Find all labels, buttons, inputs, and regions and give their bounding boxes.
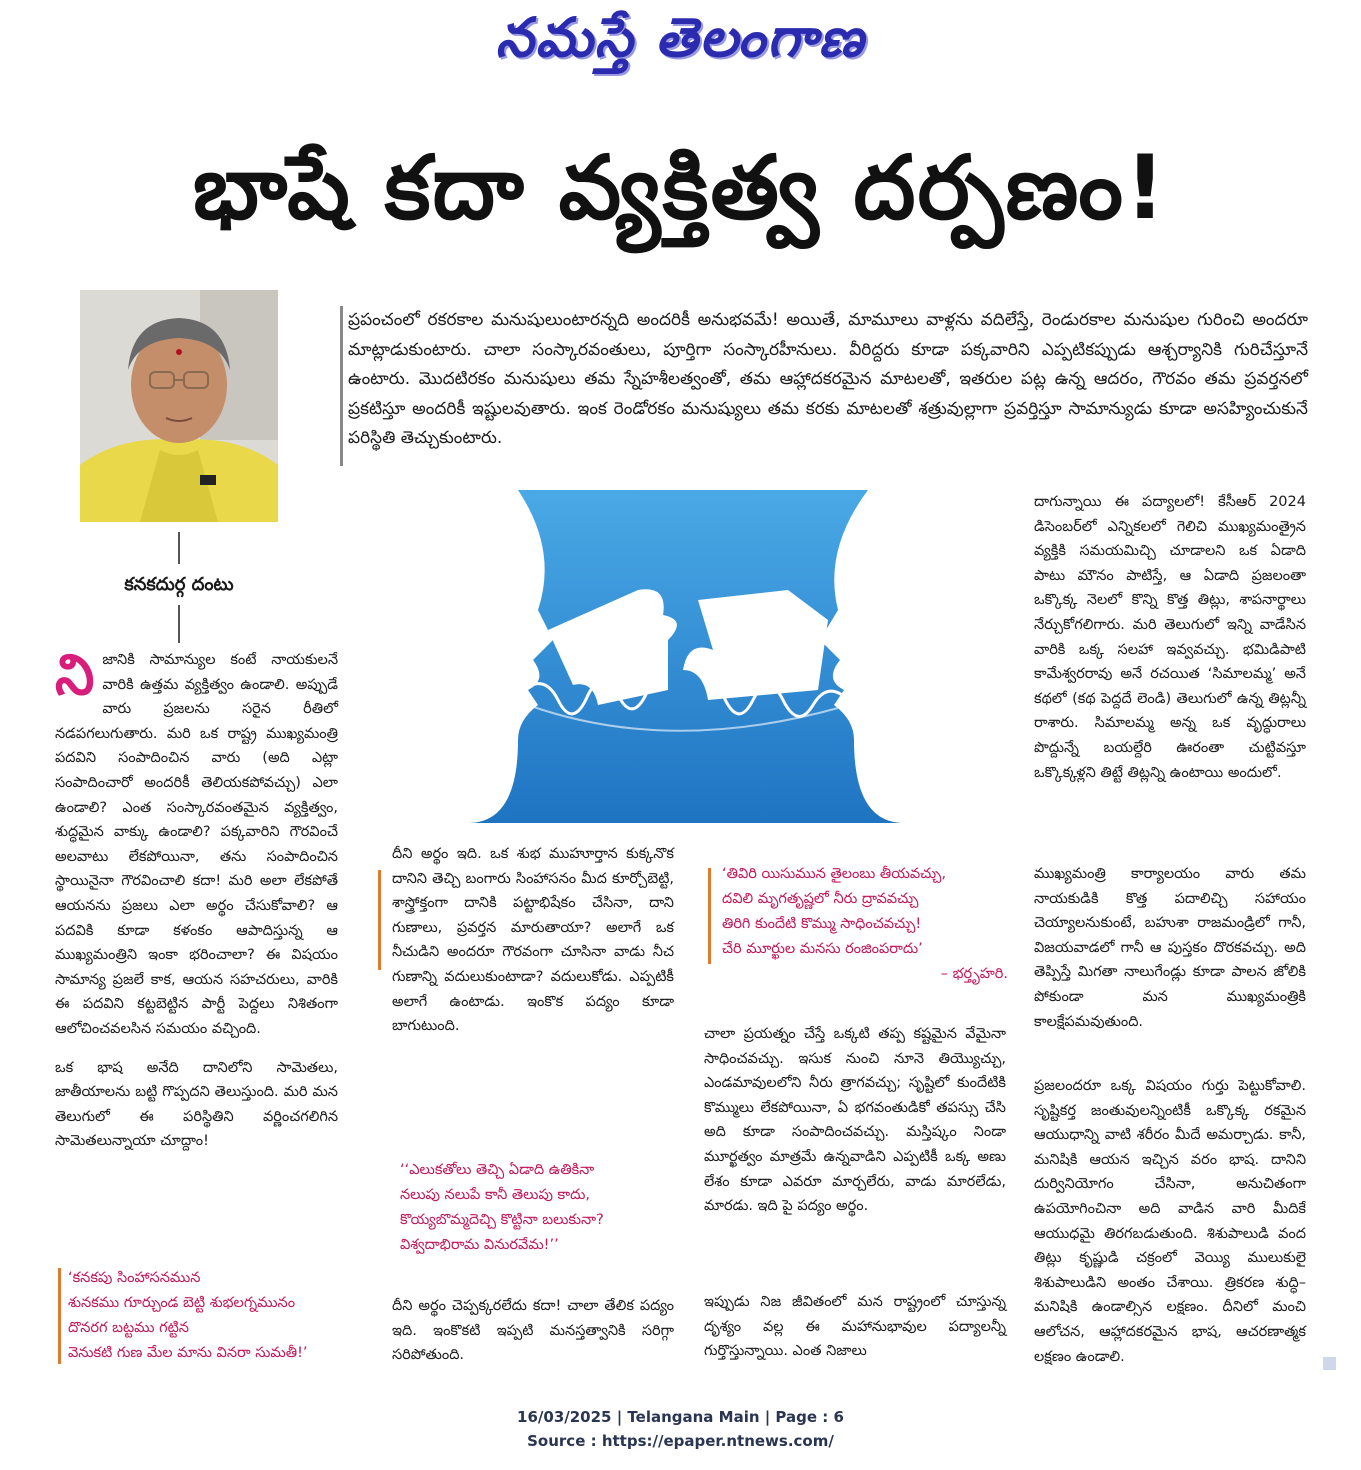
- newspaper-masthead: నమస్తే తెలంగాణ: [495, 6, 866, 69]
- col2-paragraph-1: దీని అర్థం ఇది. ఒక శుభ ముహూర్తాన కుక్కనొక దానిని తెచ్చి బంగారు సింహాసనం మీద కూర్చోబెట్టి, శాస్త్రోక్తంగా దానికి పట్టాభిషేకం చేసినా, దాని గుణాలు, ప్రవర్తన మారుతాయా? అలాగే ఒక నీచుడిని అందరూ గౌరవంగా చూసినా వాడు నీచ గుణాన్ని వదులుకుంటాడా? వదులుకోడు. ఎప్పటికీ అలాగే ఉంటాడు. ఇంకొక పద్యం కూడా బాగుటుంది.: [392, 846, 674, 1035]
- col4-paragraph-1: దాగున్నాయి ఈ పద్యాలలో! కేసీఆర్ 2024 డిసెంబర్‌లో ఎన్నికలలో గెలిచి ముఖ్యమంత్రైన వ్యక్తికి సమయమిచ్చి చూడాలని ఒక ఏడాది పాటు మౌనం పాటిస్తే, ఆ ఏడాది ప్రజలంతా ఒక్కొక్క నెలలో కొన్ని కొత్త తిట్లు, శాపనార్థాలు నేర్చుకోగలిగారు. మరి తెలుగులో ఇన్ని వాడేసిన వారికి ఒక్క సలహా ఇవ్వవచ్చు. భమిడిపాటి కామేశ్వరరావు అనే రచయిత ‘సిమాలమ్మ’ అనే కథలో (కథ పెద్దదే లెండి) తెలుగులో ఉన్న తిట్లన్నీ రాశారు. సిమాలమ్మ అన్న ఒక వృద్ధురాలు పొద్దున్నే బయల్దేరి ఊరంతా చుట్టివస్తూ ఒక్కొక్కళ్లని తిట్టే తిట్లన్ని ఉంటాయి అందులో.: [1034, 494, 1306, 781]
- poem-line: నలుపు నలుపే కానీ తెలుపు కాదు,: [400, 1187, 590, 1203]
- intro-accent-bar: [340, 306, 343, 466]
- drop-cap-letter: ని: [55, 643, 95, 708]
- byline-rule-bottom: [178, 605, 180, 643]
- col1-paragraph-1: జానికి సామాన్యుల కంటే నాయకులనే వారికి ఉత్తమ వ్యక్తిత్వం ఉండాలి. అప్పుడే వారు ప్రజలను సరైన రీతిలో నడపగలుగుతారు. మరి ఒక రాష్ట్ర ముఖ్యమంత్రి పదవిని సంపాదించిన వారు (అది ఎట్లా సంపాదించారో అందరికీ తెలియకపోవచ్చు) ఎలా ఉండాలి? ఎంత సంస్కారవంతమైన వ్యక్తిత్వం, శుద్ధమైన వాక్కు ఉండాలి? పక్కవారిని గౌరవించే అలవాటు లేకపోయినా, తను సంపాదించిన స్థాయినైనా గౌరవించాలి కదా! మరి అలా లేకపోతే ఆయనను ప్రజలు ఎలా అర్థం చేసుకోవాలి? ఆ పదవికి కూడా కళంకం ఆపాదిస్తున్న ఆ ముఖ్యమంత్రిని ఇంకా భరించాలా? ఈ విషయం సామాన్య ప్రజలే కాక, ఆయన సహచరులు, వారికి ఈ పదవిని కట్టబెట్టిన పార్టీ పెద్దలు నిశితంగా ఆలోచించవలసిన సమయం వచ్చింది.: [55, 652, 338, 1037]
- poem-line: వెనుకటి గుణ మేల మాను వినరా సుమతీ!’: [68, 1345, 308, 1361]
- col2-poem: [400, 1158, 674, 1258]
- article-intro: ప్రపంచంలో రకరకాల మనుషులుంటారన్నది అందరికీ అనుభవమే! అయితే, మామూలు వాళ్లను వదిలేస్తే, రెండురకాల మనుషుల గురించి అందరూ మాట్లాడుకుంటారు. చాలా సంస్కారవంతులు, పూర్తిగా సంస్కారహీనులు. వీరిద్దరు కూడా పక్కవారిని ఎప్పటికప్పుడు ఆశ్చర్యానికి గురిచేస్తూనే ఉంటారు. మొదటిరకం మనుషులు తమ స్నేహశీలత్వంతో, తమ ఆహ్లాదకరమైన మాటలతో, ఇతరుల పట్ల ఉన్న ఆదరం, గౌరవం తమ ప్రవర్తనలో ప్రకటిస్తూ అందరికీ ఇష్టులవుతారు. ఇంక రెండోరకం మనుష్యులు తమ కరకు మాటలతో శత్రువుల్లాగా ప్రవర్తిస్తూ సామాన్యుడు కూడా అసహ్యించుకునే పరిస్థితి తెచ్చుకుంటారు.: [348, 310, 1308, 448]
- col3-poem-accent-bar: [708, 868, 711, 964]
- poem-line: ‘కనకపు సింహాసనమున: [68, 1270, 201, 1286]
- poem-attribution: – భర్తృహరి.: [940, 966, 1008, 982]
- footer-edition-info: 16/03/2025 | Telangana Main | Page : 6: [517, 1408, 844, 1426]
- article-headline: భాషే కదా వ్యక్తిత్వ దర్పణం!: [192, 136, 1168, 239]
- byline-rule-top: [178, 532, 180, 564]
- col1-poem-accent-bar: [58, 1268, 61, 1364]
- col3-poem: [722, 862, 1008, 987]
- poem-line: దవిలి మృగతృష్ణలో నీరు ద్రావవచ్చు: [722, 891, 919, 907]
- article-illustration: [368, 490, 1002, 823]
- col4-paragraph-2: ముఖ్యమంత్రి కార్యాలయం వారు తమ నాయకుడికి కొత్త పదాలిచ్చి సహాయం చెయ్యాలనుకుంటే, బహుశా రాజమండ్రిలో గానీ, విజయవాడలో గానీ ఆ పుస్తకం దొరకవచ్చు. అది తెప్పిస్తే మిగతా నాలుగేండ్లు కూడా పాలన జోలికి పోకుండా మన ముఖ్యమంత్రికి కాలక్షేపమవుతుంది.: [1034, 866, 1306, 1030]
- author-portrait-illustration: [80, 290, 278, 522]
- poem-line: చేరి మూర్ఖుల మనసు రంజింపరాదు’: [722, 941, 923, 957]
- col1-paragraph-2: ఒక భాష అనేది దానిలోని సామెతలు, జాతీయాలను బట్టి గొప్పదని తెలుస్తుంది. మరి మన తెలుగులో ఈ పరిస్థితిని వర్ణించగలిగిన సామెతలున్నాయా చూద్దాం!: [55, 1059, 338, 1150]
- poem-line: తిరిగి కుందేటి కొమ్ము సాధించవచ్చు!: [722, 916, 922, 932]
- end-marker: [1323, 1357, 1336, 1370]
- article-column-1: [55, 643, 338, 1168]
- two-faces-puzzle-illustration: [368, 490, 1002, 823]
- col1-poem: [68, 1266, 348, 1366]
- poem-line: కొయ్యబొమ్మదెచ్చి కొట్టినా బలుకునా?: [400, 1212, 604, 1228]
- poem-line: ‘తివిరి యిసుమున తైలంబు తీయవచ్చు,: [722, 866, 947, 882]
- author-name: కనకదుర్గ దంటు: [124, 574, 234, 595]
- col4-paragraph-3: ప్రజలందరూ ఒక్క విషయం గుర్తు పెట్టుకోవాలి. సృష్టికర్త జంతువులన్నింటికీ ఒక్కొక్క రకమైన ఆయుధాన్ని వాటి శరీరం మీదే అమర్చాడు. కానీ, మనిషికి ఆయన ఇచ్చిన వరం భాష. దానిని దుర్వినియోగం చేసినా, అనుచితంగా ఉపయోగించినా అది వాడిన వారి మీదికే ఆయుధమై తిరగబడుతుంది. శిశుపాలుడి వంద తిట్లు కృష్ణుడి చక్రంలో వెయ్యి ములుకులై శిశుపాలుడిని అంతం చేశాయి. త్రికరణ శుద్ధి–మనిషికి ఉండాల్సిన లక్షణం. దీనిలో మంచి ఆలోచన, ఆహ్లాదకరమైన భాష, ఆచరణాత్మక లక్షణం ఉండాలి.: [1034, 1078, 1306, 1365]
- col2-accent-bar: [378, 870, 381, 970]
- col2-paragraph-2: దీని అర్థం చెప్పక్కరలేదు కదా! చాలా తేలిక పద్యం ఇది. ఇంకొకటి ఇప్పటి మనస్తత్వానికి సరిగ్గా సరిపోతుంది.: [392, 1298, 674, 1364]
- poem-line: శునకము గూర్చుండ బెట్టి శుభలగ్నమునం: [68, 1295, 296, 1311]
- author-photo: [80, 290, 278, 522]
- poem-line: ‘‘ఎలుకతోలు తెచ్చి ఏడాది ఉతికినా: [400, 1162, 595, 1178]
- poem-line: దొనరగ బట్టము గట్టిన: [68, 1320, 189, 1336]
- col3-paragraph-2: ఇప్పుడు నిజ జీవితంలో మన రాష్ట్రంలో చూస్తున్న దృశ్యం వల్ల ఈ మహానుభావుల పద్యాలన్నీ గుర్తొస్తున్నాయి. ఎంత నిజాలు: [704, 1294, 1006, 1360]
- poem-line: విశ్వదాభిరామ వినురవేమ!’’: [400, 1237, 559, 1253]
- footer-source-link[interactable]: Source : https://epaper.ntnews.com/: [527, 1432, 834, 1450]
- col3-paragraph-1: చాలా ప్రయత్నం చేస్తే ఒక్కటి తప్ప కష్టమైన వేమైనా సాధించవచ్చు. ఇసుక నుంచి నూనె తియ్యొచ్చు, ఎండమావులలోని నీరు త్రాగవచ్చు; సృష్టిలో కుందేటికి కొమ్ములు లేకపోయినా, ఏ భగవంతుడికో తపస్సు చేసి అది కూడా సంపాదించవచ్చు. మస్తిష్కం నిండా మూర్ఖత్వం మాత్రమే ఉన్నవాడిని ఎప్పటికీ ఒక్క అణు లేశం కూడా ఎవరూ మార్చలేరు, వాడు మారలేడు, మారడు. ఇది పై పద్యం అర్థం.: [704, 1026, 1006, 1215]
